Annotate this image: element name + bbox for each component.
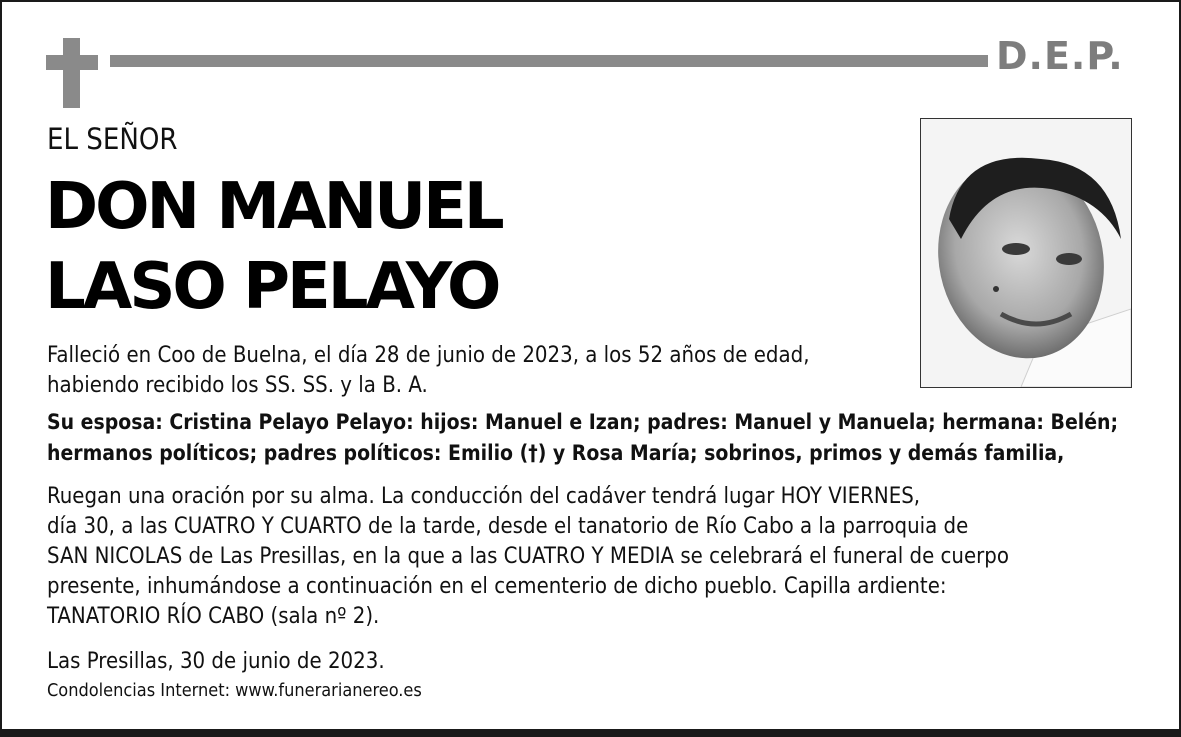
cross-icon [46, 38, 98, 108]
ceremony-line: día 30, a las CUATRO Y CUARTO de la tarde, desde el tanatorio de Río Cabo a la parroquia de [47, 514, 969, 539]
ceremony-line: presente, inhumándose a continuación en el cementerio de dicho pueblo. Capilla ardiente: [47, 574, 947, 599]
title-prefix: EL SEÑOR [47, 122, 178, 156]
dep-label: D.E.P. [996, 34, 1124, 78]
family-line: hermanos políticos; padres políticos: Emilio (†) y Rosa María; sobrinos, primos y demás familia, [47, 441, 1065, 465]
header-rule [110, 55, 988, 67]
deceased-name-line-1: DON MANUEL [45, 170, 502, 244]
death-notice [47, 341, 809, 401]
deceased-name-line-2: LASO PELAYO [45, 250, 499, 324]
death-line: Falleció en Coo de Buelna, el día 28 de junio de 2023, a los 52 años de edad, [47, 343, 810, 368]
ceremony-notice [47, 482, 1009, 632]
death-line: habiendo recibido los SS. SS. y la B. A. [47, 373, 428, 398]
ceremony-line: Ruegan una oración por su alma. La conducción del cadáver tendrá lugar HOY VIERNES, [47, 484, 921, 509]
ceremony-line: SAN NICOLAS de Las Presillas, en la que a las CUATRO Y MEDIA se celebrará el funeral de cuerpo [47, 544, 1009, 569]
place-date: Las Presillas, 30 de junio de 2023. [47, 649, 385, 674]
deceased-portrait [920, 118, 1132, 388]
family-notice [47, 407, 1118, 469]
family-line: Su esposa: Cristina Pelayo Pelayo: hijos: Manuel e Izan; padres: Manuel y Manuela; hermana: Belén; [47, 410, 1119, 434]
condolences-info: Condolencias Internet: www.funerarianereo.es [47, 680, 422, 701]
ceremony-line: TANATORIO RÍO CABO (sala nº 2). [47, 604, 380, 629]
